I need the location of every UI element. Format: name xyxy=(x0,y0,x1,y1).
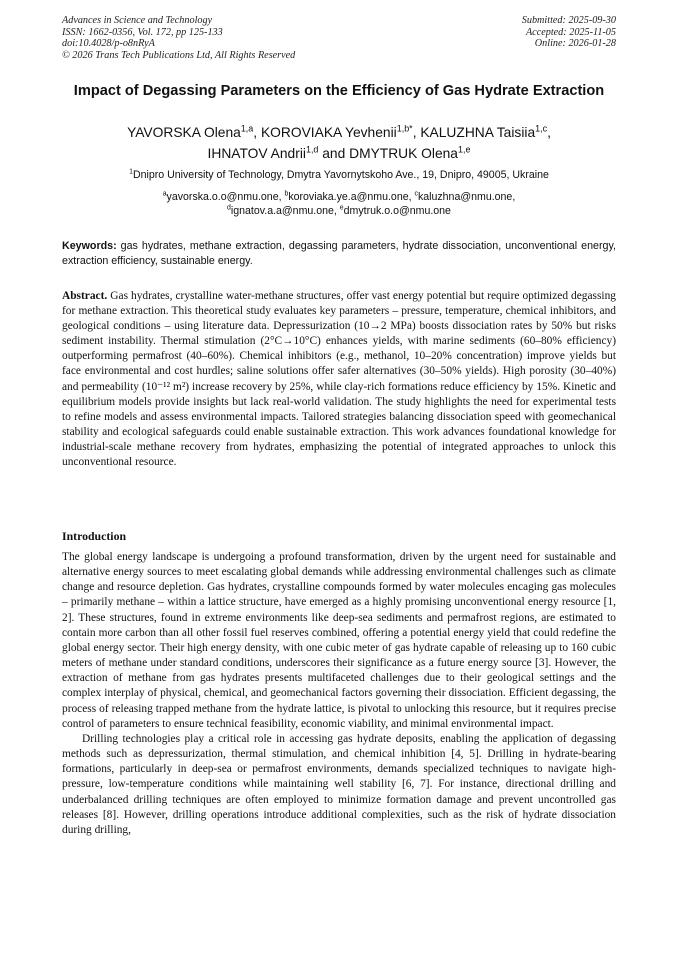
author-3: KALUZHNA Taisiia$^{1,c}$, xyxy=(420,123,551,140)
author-4: IHNATOV Andrii$^{1,d}$ and xyxy=(207,144,350,161)
email-a[interactable]: $^a$yavorska.o.o@nmu.one xyxy=(162,190,279,203)
submitted-date: Submitted: 2025-09-30 xyxy=(521,15,616,26)
abstract xyxy=(62,289,616,470)
paper-title: Impact of Degassing Parameters on the Efficiency of Gas Hydrate Extraction xyxy=(73,83,605,99)
online-date: Online: 2026-01-28 xyxy=(534,38,616,50)
email-d[interactable]: $^d$ignatov.a.a@nmu.one xyxy=(227,204,334,217)
copyright: © 2026 Trans Tech Publications Ltd, All Rights Reserved xyxy=(62,49,296,61)
paragraph-2: Drilling technologies play a critical role in accessing gas hydrate deposits, enabling the application of degassing methods such as depressurization, thermal stimulation, and chemical inhibition [4, 5]. Drilling in hydrate-bearing formations, particularly in deep-sea or permafrost environments, demands specialized techniques to navigate high-pressure, low-temperature conditions while maintaining well stability [6, 7]. For instance, directional drilling and underbalanced drilling techniques are often employed to minimize formation damage and prevent uncontrolled gas releases [8]. However, drilling operations introduce additional complexities, such as the risk of hydrate dissociation during drilling, xyxy=(62,732,616,836)
accepted-date: Accepted: 2025-11-05 xyxy=(525,26,616,38)
author-list xyxy=(62,122,616,164)
section-heading-introduction: Introduction xyxy=(62,529,127,543)
journal-name: Advances in Science and Technology xyxy=(62,15,213,26)
journal-header-left xyxy=(62,15,295,61)
abstract-label: Abstract. xyxy=(62,290,108,302)
keywords-text: gas hydrates, methane extraction, degassing parameters, hydrate dissociation, unconventional energy, extraction efficiency, sustainable energy. xyxy=(62,240,616,267)
author-5: DMYTRUK Olena$^{1,e}$ xyxy=(349,144,471,161)
paragraph-1: The global energy landscape is undergoing a profound transformation, driven by the urgent need for sustainable and alternative energy sources to meet escalating global demands while addressing environmental challenges such as climate change and resource depletion. Gas hydrates, crystalline compounds formed by water molecules encaging gas molecules – primarily methane – within a lattice structure, have emerged as a highly promising unconventional energy resource [1, 2]. These structures, found in extreme environments like deep-sea sediments and permafrost regions, are estimated to contain more carbon than all other fossil fuel reserves combined, offering a potential energy yield that could redefine the global energy sector. Their high energy density, with one cubic meter of gas hydrate capable of releasing up to 160 cubic meters of methane under standard conditions, underscores their significance as a future energy source [3]. However, the extraction of methane from gas hydrates presents multifaceted challenges due to their geological settings and the complex interplay of physical, chemical, and geomechanical factors governing their dissociation. Efficient degassing, the process of releasing trapped methane from the hydrate lattice, is pivotal to unlocking this resource, but it requires precise control of parameters to ensure technical feasibility, economic viability, and minimal environmental impact. xyxy=(62,551,616,730)
author-2: KOROVIAKA Yevhenii$^{1,b*}$, xyxy=(260,123,421,140)
email-c[interactable]: $^c$kaluzhna@nmu.one xyxy=(414,190,513,203)
doi: doi:10.4028/p-o8nRyA xyxy=(62,38,155,50)
email-b[interactable]: $^b$koroviaka.ye.a@nmu.one xyxy=(284,190,409,203)
introduction-body xyxy=(62,550,616,838)
issn: ISSN: 1662-0356, Vol. 172, pp 125-133 xyxy=(62,26,223,38)
author-1: YAVORSKA Olena$^{1,a}$, xyxy=(127,123,261,140)
email-e[interactable]: $^e$dmytruk.o.o@nmu.one xyxy=(339,204,451,217)
keywords xyxy=(62,239,616,268)
keywords-label: Keywords: xyxy=(62,240,117,252)
journal-header-right xyxy=(522,15,616,50)
affiliation: $^1$Dnipro University of Technology, Dmytra Yavornytskoho Ave., 19, Dnipro, 49005, Ukraine xyxy=(129,168,549,181)
email-list: $^a$yavorska.o.o@nmu.one, $^b$koroviaka.ye.a@nmu.one, $^c$kaluzhna@nmu.one, $^d$ignatov.a.a@nmu.one, $^e$dmytruk.o.o@nmu.one xyxy=(162,190,516,217)
abstract-text: Gas hydrates, crystalline water-methane structures, offer vast energy potential but require optimized degassing for methane extraction. This theoretical study evaluates key parameters – pressure, temperature, chemical inhibitors, and geological conditions – using literature data. Depressurization (10→2 MPa) boosts dissociation rates by 50% but risks sediment instability. Thermal stimulation (2°C→10°C) enhances yields, with marine sediments (60–80% efficiency) outperforming permafrost (40–60%). Chemical inhibitors (e.g., methanol, 10–20% concentration) improve yields but face environmental and cost hurdles; saline solutions offer safer alternatives (30–50% yields). High porosity (30–40%) and permeability (10⁻¹² m²) increase recovery by 25%, while clay-rich formations reduce efficiency by 15%. Kinetic and equilibrium models provide insights but lack real-world validation. The study highlights the need for experimental tests to refine models and assess environmental impacts. Tailored strategies balancing dissociation speed with geomechanical stability and ecological safeguards could enable sustainable extraction. This work advances foundational knowledge for industrial-scale methane recovery from hydrates, emphasizing the potential of integrated approaches to unlock this unconventional resource. xyxy=(62,290,616,469)
